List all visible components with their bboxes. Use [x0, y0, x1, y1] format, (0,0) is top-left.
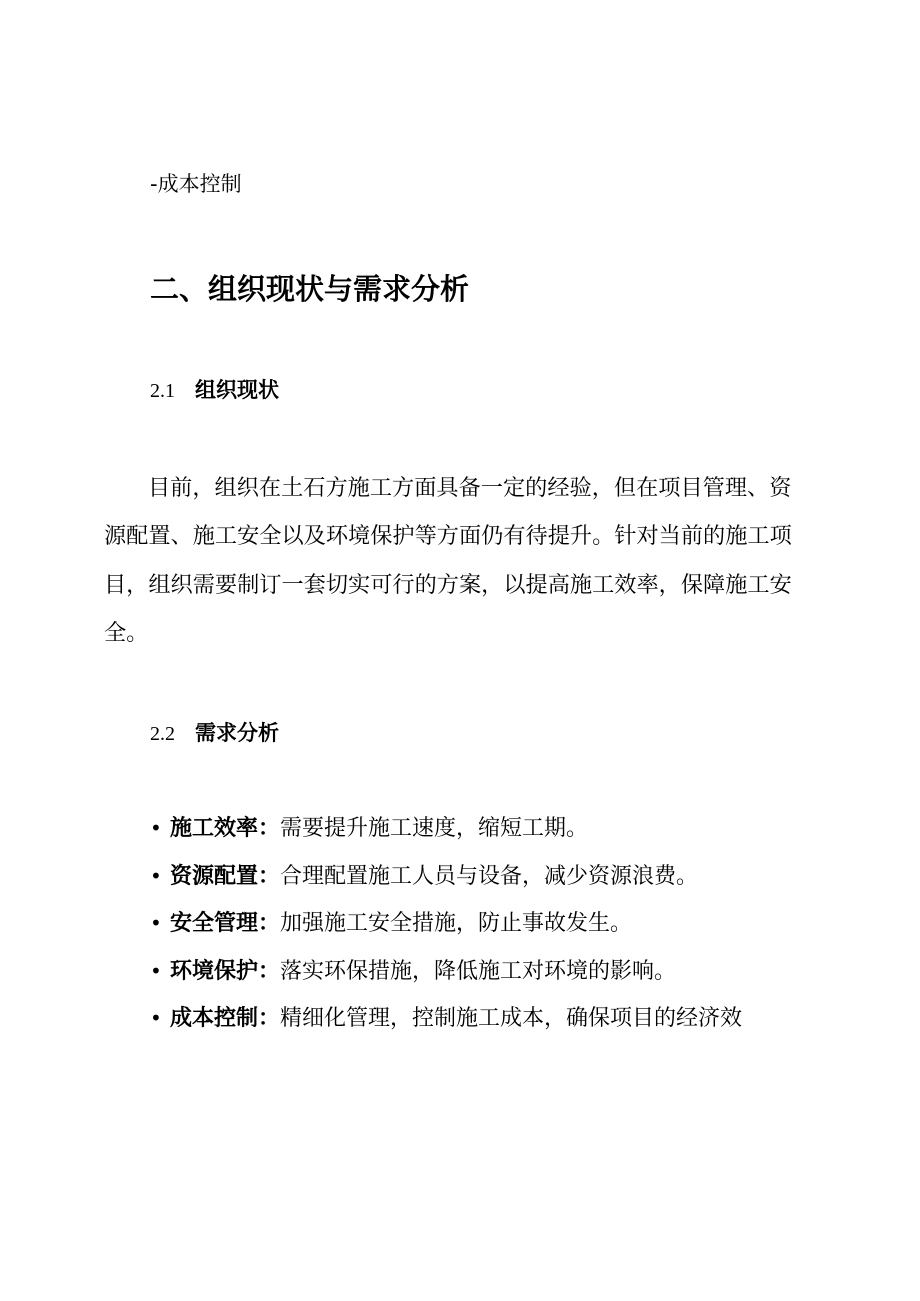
subsection-number: 2.2 [150, 723, 175, 745]
bullet-icon: • [150, 958, 162, 983]
requirements-list [150, 809, 742, 1047]
requirement-term: 施工效率： [170, 816, 281, 841]
subsection-title: 组织现状 [195, 378, 279, 402]
bullet-icon: • [150, 863, 162, 888]
requirement-description: 落实环保措施，降低施工对环境的影响。 [280, 958, 677, 984]
list-item [150, 952, 742, 1000]
subsection-heading-current-status [150, 376, 279, 405]
section-heading: 二、组织现状与需求分析 [150, 272, 470, 306]
requirement-term: 成本控制： [170, 1006, 281, 1031]
subsection-heading-requirements [150, 719, 279, 748]
list-item [150, 857, 742, 905]
list-item [150, 904, 742, 952]
requirement-term: 环境保护： [170, 958, 281, 984]
list-item [150, 809, 742, 857]
requirement-term: 安全管理： [170, 911, 281, 936]
requirement-description: 加强施工安全措施，防止事故发生。 [280, 911, 633, 936]
bullet-icon: • [150, 816, 162, 840]
subsection-number: 2.1 [150, 380, 175, 402]
requirement-term: 资源配置： [170, 863, 281, 889]
subsection-title: 需求分析 [195, 721, 279, 745]
list-item-cost-control: -成本控制 [150, 172, 242, 196]
requirement-description: 精细化管理，控制施工成本，确保项目的经济效 [280, 1006, 743, 1031]
bullet-icon: • [150, 1006, 162, 1030]
bullet-icon: • [150, 911, 162, 935]
requirement-description: 需要提升施工速度，缩短工期。 [280, 816, 589, 841]
list-item [150, 999, 742, 1047]
current-status-paragraph: 目前，组织在土石方施工方面具备一定的经验，但在项目管理、资源配置、施工安全以及环境保护等方面仍有待提升。针对当前的施工项目，组织需要制订一套切实可行的方案，以提高施工效率，保障施工安全。 [104, 475, 792, 646]
requirement-description: 合理配置施工人员与设备，减少资源浪费。 [280, 863, 699, 889]
